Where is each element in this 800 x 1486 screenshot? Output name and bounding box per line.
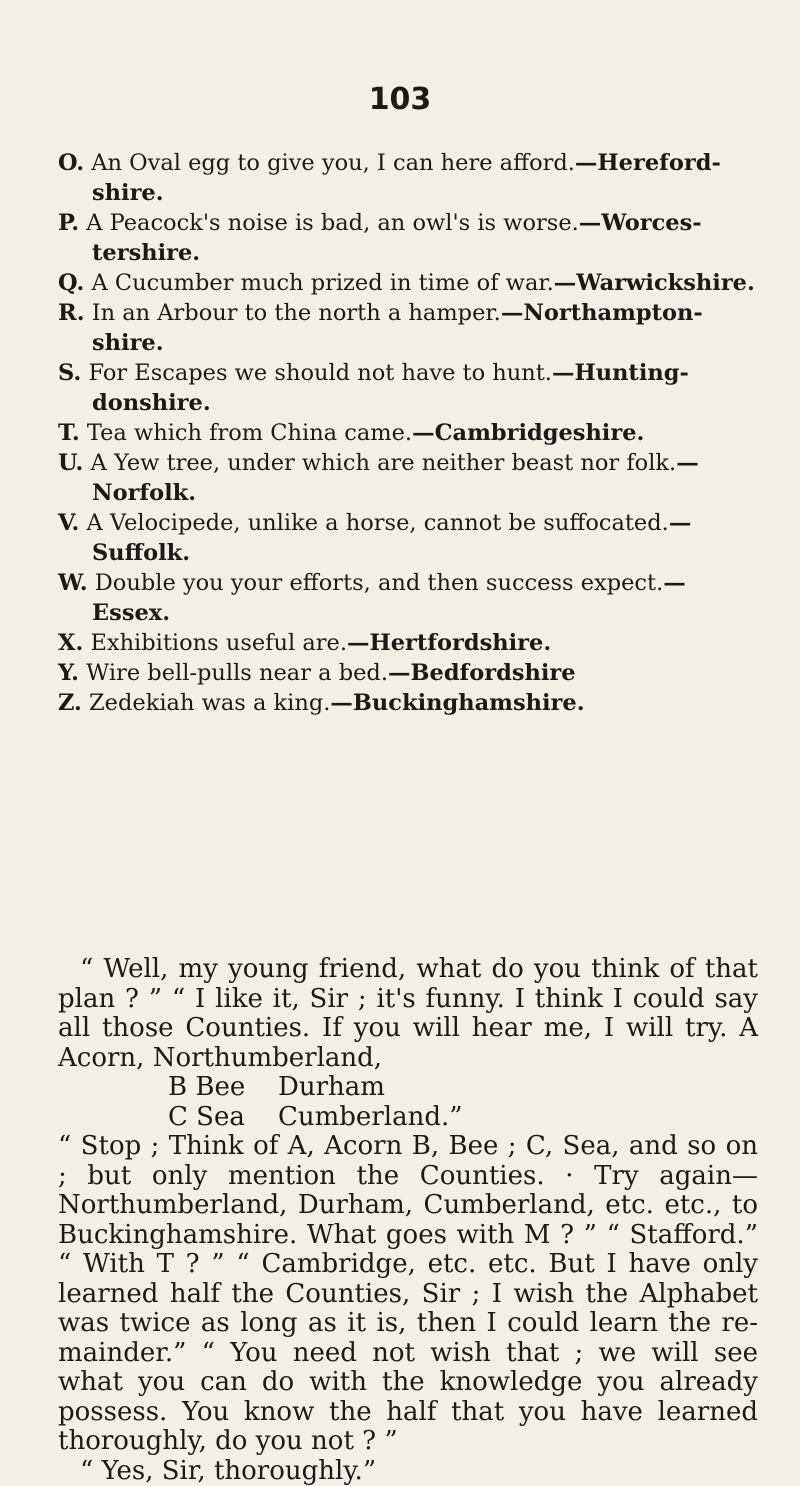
county-clue-list [58, 148, 758, 718]
alphabet-county: Durham [278, 1073, 385, 1103]
clue-county: — Essex. [92, 570, 686, 626]
clue-text: A Cucumber much prized in time of war. [91, 270, 553, 296]
clue-text: An Oval egg to give you, I can here afford. [91, 150, 575, 176]
alphabet-word: B Bee [168, 1073, 278, 1103]
clue-county: —Hereford-shire. [92, 150, 721, 206]
clue-t [58, 418, 758, 448]
alphabet-county: Cumberland.” [278, 1103, 463, 1133]
clue-letter: S. [58, 360, 81, 386]
clue-letter: P. [58, 210, 79, 236]
alphabet-line-b [58, 1073, 758, 1103]
clue-text: A Velocipede, unlike a horse, cannot be suffocated. [87, 510, 669, 536]
alphabet-word: C Sea [168, 1103, 278, 1133]
clue-w [58, 568, 758, 628]
clue-letter: Z. [58, 690, 82, 716]
clue-county: —Hertfordshire. [347, 630, 551, 656]
clue-v [58, 508, 758, 568]
clue-county: — Norfolk. [92, 450, 699, 506]
clue-x [58, 628, 758, 658]
clue-q [58, 268, 758, 298]
clue-text: In an Arbour to the north a hamper. [92, 300, 501, 326]
clue-county: —Northampton-shire. [92, 300, 703, 356]
dialogue-text [58, 955, 758, 1486]
clue-letter: W. [58, 570, 88, 596]
clue-r [58, 298, 758, 358]
clue-letter: R. [58, 300, 85, 326]
dialogue-paragraph-3: “ Yes, Sir, thoroughly.” [58, 1457, 758, 1486]
clue-s [58, 358, 758, 418]
clue-county: — Suffolk. [92, 510, 691, 566]
clue-county: —Bedfordshire [388, 660, 576, 686]
clue-text: Exhibitions useful are. [90, 630, 347, 656]
clue-county: —Warwickshire. [554, 270, 755, 296]
clue-letter: U. [58, 450, 83, 476]
clue-o [58, 148, 758, 208]
dialogue-paragraph-2: “ Stop ; Think of A, Acorn B, Bee ; C, Sea, and so on ; but only mention the Counties. · Try again— Northumberland, Durham, Cumberland, etc. etc., to Buckinghamshire. What goes with M ? ” “ Stafford.” “ With T ? ” “ Cambridge, etc. etc. But I have only learned half the Counties, Sir ; I wish the Alphabet was twice as long as it is, then I could learn the re-mainder.” “ You need not wish that ; we will see what you can do with the knowledge you already possess. You know the half that you have learned thoroughly, do you not ? ” [58, 1132, 758, 1457]
clue-text: A Yew tree, under which are neither beast nor folk. [91, 450, 677, 476]
clue-county: —Hunting-donshire. [92, 360, 689, 416]
clue-text: Double you your efforts, and then success expect. [95, 570, 663, 596]
clue-text: Wire bell-pulls near a bed. [86, 660, 388, 686]
clue-letter: X. [58, 630, 83, 656]
clue-letter: V. [58, 510, 79, 536]
dialogue-paragraph-1: “ Well, my young friend, what do you think of that plan ? ” “ I like it, Sir ; it's funny. I think I could say all those Counties. If you will hear me, I will try. A Acorn, Northumberland, [58, 955, 758, 1073]
alphabet-line-c [58, 1103, 758, 1133]
clue-z [58, 688, 758, 718]
clue-letter: Y. [58, 660, 79, 686]
clue-y [58, 658, 758, 688]
clue-text: Tea which from China came. [87, 420, 412, 446]
clue-p [58, 208, 758, 268]
page-number: 103 [0, 82, 800, 117]
clue-letter: O. [58, 150, 84, 176]
clue-letter: T. [58, 420, 80, 446]
clue-text: A Peacock's noise is bad, an owl's is worse. [86, 210, 579, 236]
clue-text: Zedekiah was a king. [89, 690, 330, 716]
clue-county: —Buckinghamshire. [330, 690, 584, 716]
clue-county: —Cambridgeshire. [412, 420, 644, 446]
clue-county: —Worces-tershire. [92, 210, 702, 266]
clue-text: For Escapes we should not have to hunt. [88, 360, 552, 386]
clue-u [58, 448, 758, 508]
clue-letter: Q. [58, 270, 84, 296]
